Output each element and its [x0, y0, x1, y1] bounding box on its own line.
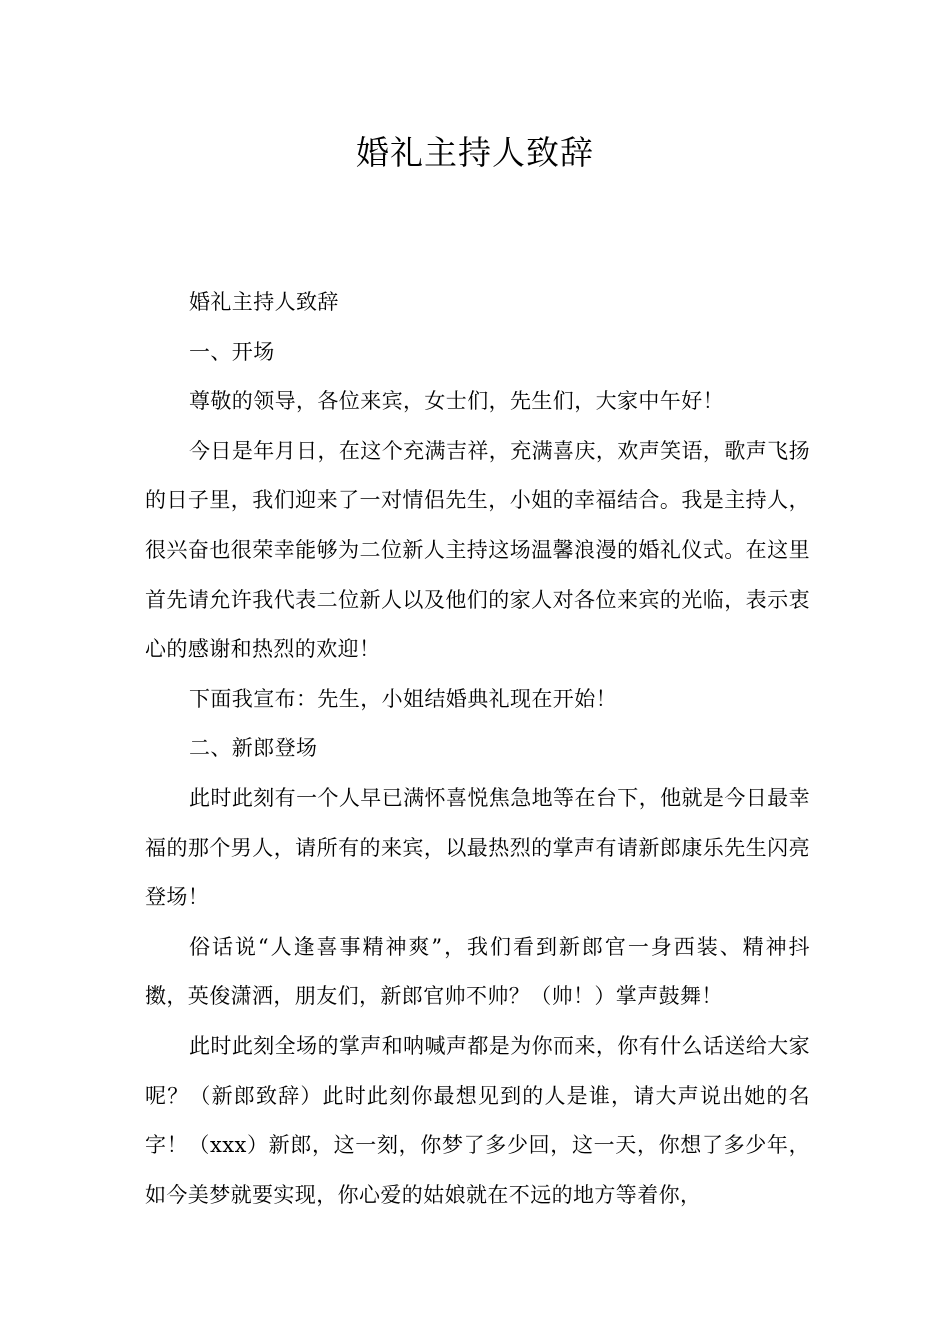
paragraph-groom-praise: 俗话说“人逢喜事精神爽”，我们看到新郎官一身西装、精神抖擞，英俊潇洒，朋友们，新郎官帅不帅？（帅！）掌声鼓舞！ [145, 934, 810, 1009]
paragraph-groom-speech: 此时此刻全场的掌声和呐喊声都是为你而来，你有什么话送给大家呢？（新郎致辞）此时此刻你最想见到的人是谁，请大声说出她的名字！（xxx）新郎，这一刻，你梦了多少回，这一天，你想了多少年，如今美梦就要实现，你心爱的姑娘就在不远的地方等着你， [145, 1033, 810, 1207]
document-body [145, 278, 810, 1220]
paragraph-subtitle: 婚礼主持人致辞 [189, 290, 339, 314]
section-heading-groom-entrance: 二、新郎登场 [189, 736, 318, 761]
document-title: 婚礼主持人致辞 [356, 133, 594, 172]
section-heading-opening: 一、开场 [189, 339, 275, 364]
paragraph-groom-invite: 此时此刻有一个人早已满怀喜悦焦急地等在台下，他就是今日最幸福的那个男人，请所有的来宾，以最热烈的掌声有请新郎康乐先生闪亮登场！ [145, 785, 810, 910]
paragraph-greeting: 尊敬的领导，各位来宾，女士们，先生们，大家中午好！ [189, 389, 724, 414]
paragraph-ceremony-start: 下面我宣布：先生，小姐结婚典礼现在开始！ [189, 686, 617, 711]
paragraph-introduction: 今日是年月日，在这个充满吉祥，充满喜庆，欢声笑语，歌声飞扬的日子里，我们迎来了一对情侣先生，小姐的幸福结合。我是主持人，很兴奋也很荣幸能够为二位新人主持这场温馨浪漫的婚礼仪式。在这里首先请允许我代表二位新人以及他们的家人对各位来宾的光临，表示衷心的感谢和热烈的欢迎！ [145, 438, 810, 662]
